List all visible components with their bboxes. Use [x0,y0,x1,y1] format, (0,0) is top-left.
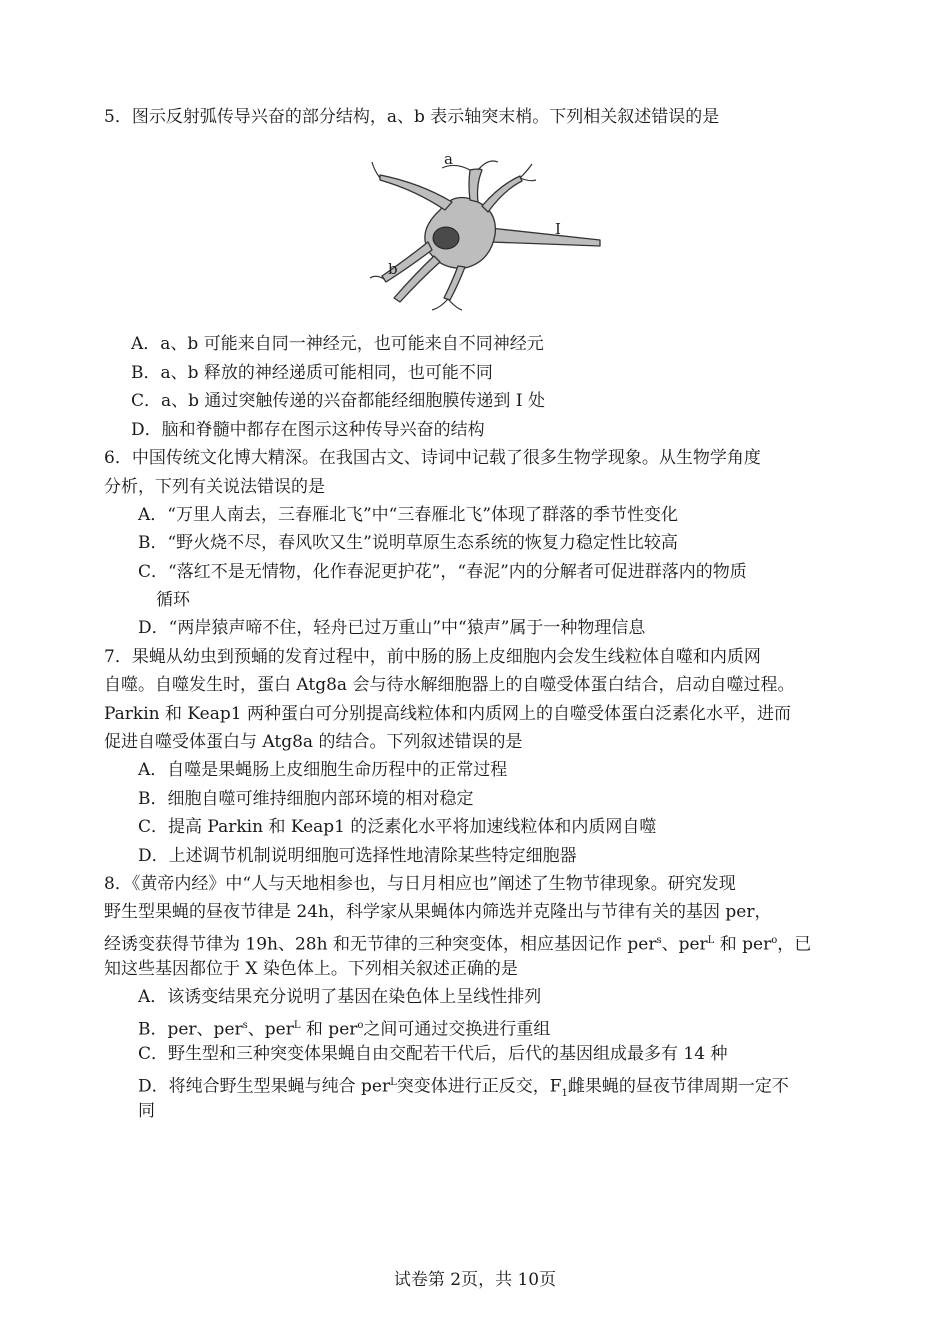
sup-s-b: s [242,1020,248,1031]
q5-stem: 5．图示反射弧传导兴奋的部分结构，a、b 表示轴突末梢。下列相关叙述错误的是 [104,107,720,127]
label-I: I [555,220,561,238]
q8-stem-and: 和 per [714,934,772,955]
q8-stem-line3 [104,929,811,957]
neuron-figure [370,150,605,312]
sup-l-b: L [293,1020,301,1031]
q8-stem-end: ，已 [777,934,812,955]
q6-option-c-line1: C．“落红不是无情物，化作春泥更护花”，“春泥”内的分解者可促进群落内的物质 [138,562,747,582]
q8-stem-line4: 知这些基因都位于 X 染色体上。下列相关叙述正确的是 [104,959,518,979]
q8-option-b [138,1014,550,1042]
q8-option-d-line1 [138,1071,789,1106]
q8-option-d-part3: 雌果蝇的昼夜节律周期一定不 [567,1076,789,1097]
sup-l-d: L [390,1077,397,1088]
sup-l: L [707,935,715,946]
q5-option-a: A．a、b 可能来自同一神经元，也可能来自不同神经元 [131,334,544,354]
sup-o: o [771,935,778,946]
q8-option-d-part1: D．将纯合野生型果蝇与纯合 per [138,1076,391,1097]
q6-stem-line1: 6．中国传统文化博大精深。在我国古文、诗词中记载了很多生物学现象。从生物学角度 [104,448,761,468]
q7-stem-line3: Parkin 和 Keap1 两种蛋白可分别提高线粒体和内质网上的自噬受体蛋白泛素化水平，进而 [104,704,791,724]
q5-option-b: B．a、b 释放的神经递质可能相同，也可能不同 [131,363,493,383]
q6-option-a: A．“万里人南去，三春雁北飞”中“三春雁北飞”体现了群落的季节性变化 [138,505,679,525]
q8-option-d-line2: 同 [138,1101,155,1121]
label-b: b [388,260,398,278]
q7-option-a: A．自噬是果蝇肠上皮细胞生命历程中的正常过程 [138,760,508,780]
label-a: a [444,150,453,168]
q8-stem-line3-text: 经诱变获得节律为 19h、28h 和无节律的三种突变体，相应基因记作 per [104,934,657,955]
q8-option-b-part1: B．per、per [138,1019,243,1040]
q7-option-d: D．上述调节机制说明细胞可选择性地清除某些特定细胞器 [138,846,577,866]
q7-stem-line2: 自噬。自噬发生时，蛋白 Atg8a 会与待水解细胞器上的自噬受体蛋白结合，启动自噬过程。 [104,675,795,695]
q6-option-c-line2: 循环 [156,590,190,610]
q8-stem-sep: 、per [661,934,708,955]
q7-option-b: B．细胞自噬可维持细胞内部环境的相对稳定 [138,789,474,809]
q6-option-d: D．“两岸猿声啼不住，轻舟已过万重山”中“猿声”属于一种物理信息 [138,618,646,638]
q8-option-a: A．该诱变结果充分说明了基因在染色体上呈线性排列 [138,987,542,1007]
q7-stem-line4: 促进自噬受体蛋白与 Atg8a 的结合。下列叙述错误的是 [104,732,523,752]
q8-option-c: C．野生型和三种突变体果蝇自由交配若干代后，后代的基因组成最多有 14 种 [138,1044,728,1064]
q8-option-b-part3: 和 per [300,1019,358,1040]
q7-option-c: C．提高 Parkin 和 Keap1 的泛素化水平将加速线粒体和内质网自噬 [138,817,657,837]
sup-o-b: o [357,1020,364,1031]
q8-stem-line2: 野生型果蝇的昼夜节律是 24h，科学家从果蝇体内筛选并克隆出与节律有关的基因 per， [104,902,772,922]
q8-stem-line1: 8．《黄帝内经》中“人与天地相参也，与日月相应也”阐述了生物节律现象。研究发现 [104,874,736,894]
q7-stem-line1: 7．果蝇从幼虫到预蛹的发育过程中，前中肠的肠上皮细胞内会发生线粒体自噬和内质网 [104,647,761,667]
q8-option-b-part4: 之间可通过交换进行重组 [363,1019,551,1040]
page-footer: 试卷第 2页，共 10页 [393,1270,557,1290]
sub-1: 1 [561,1088,568,1100]
q5-option-d: D．脑和脊髓中都存在图示这种传导兴奋的结构 [131,420,485,440]
q5-option-c: C．a、b 通过突触传递的兴奋都能经细胞膜传递到 Ⅰ 处 [131,391,545,411]
q8-option-b-part2: 、per [247,1019,294,1040]
q8-option-d-part2: 突变体进行正反交，F [396,1076,562,1097]
sup-s: s [656,935,662,946]
q6-option-b: B．“野火烧不尽，春风吹又生”说明草原生态系统的恢复力稳定性比较高 [138,533,678,553]
q6-stem-line2: 分析，下列有关说法错误的是 [104,477,325,497]
